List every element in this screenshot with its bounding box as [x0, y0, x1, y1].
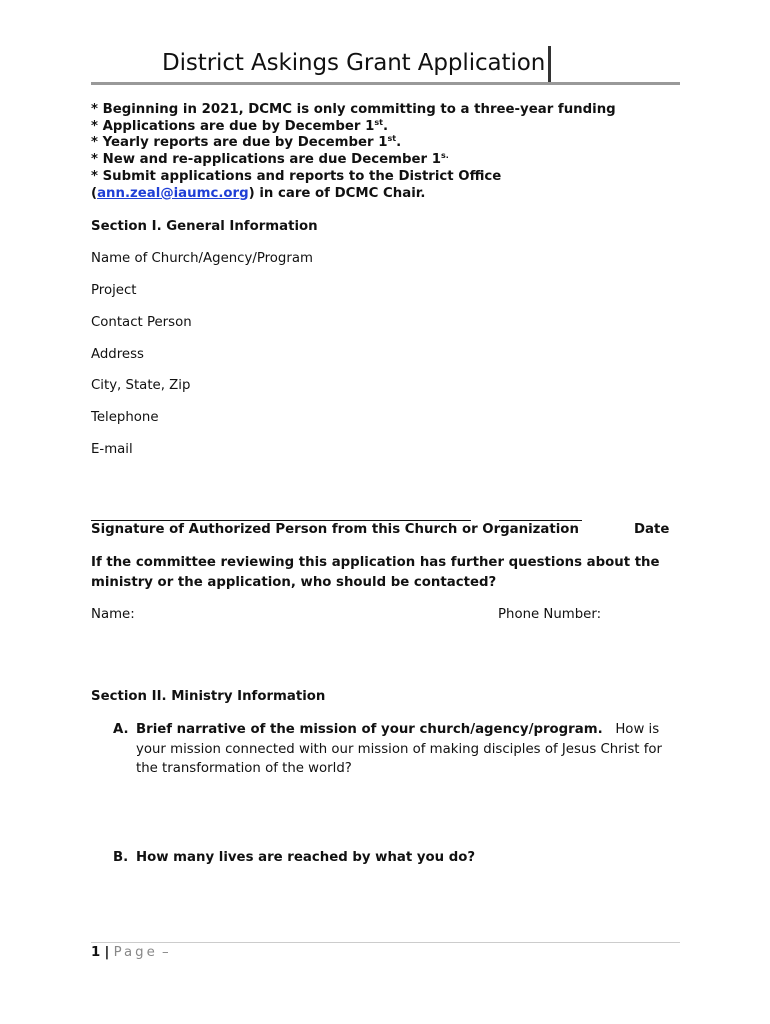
section-2-heading: Section II. Ministry Information [91, 689, 326, 704]
bullet-end: . [445, 151, 449, 161]
bullet-item [91, 186, 616, 203]
field-label-contact: Contact Person [91, 315, 192, 330]
bullet-list [91, 102, 616, 202]
bullet-end: . [382, 118, 389, 134]
bullet-text: ) in care of DCMC Chair. [248, 185, 426, 201]
section-1-heading: Section I. General Information [91, 219, 318, 234]
followup-question: If the committee reviewing this application has further questions about the ministry or the application, who should be contacted? [91, 555, 660, 590]
question-b-letter: B. [113, 850, 129, 865]
bullet-text: * Beginning in 2021, DCMC is only committing to a three-year funding [91, 102, 616, 117]
bullet-text: * New and re-applications are due December 1 [91, 152, 441, 168]
question-a-text: How is your mission connected with our mission of making disciples of Jesus Christ for the transformation of the world? [136, 722, 662, 776]
bullet-text: * Submit applications and reports to the District Office [91, 168, 502, 184]
signature-line [91, 520, 471, 521]
date-label: Date [634, 522, 670, 537]
page-label: Page [113, 945, 158, 960]
bullet-item [91, 152, 616, 169]
field-label-project: Project [91, 283, 137, 298]
footer-separator: | [104, 945, 110, 960]
bullet-item [91, 135, 616, 152]
question-b-text: How many lives are reached by what you do? [136, 850, 476, 865]
field-label-email: E-mail [91, 442, 133, 457]
question-a [113, 720, 683, 779]
bullet-superscript: st [387, 134, 397, 144]
bullet-end: . [396, 135, 402, 151]
bullet-item [91, 102, 616, 119]
question-a-bold: Brief narrative of the mission of your church/agency/program. [136, 722, 603, 737]
footer-dash: – [162, 945, 172, 960]
title-vertical-bar [548, 46, 551, 83]
title-rule [91, 82, 680, 85]
bullet-text: * Applications are due by December 1 [91, 118, 375, 134]
question-a-letter: A. [113, 722, 129, 737]
footer-rule [91, 942, 680, 943]
bullet-item [91, 119, 616, 136]
document-title: District Askings Grant Application [162, 50, 546, 76]
field-label-city-state-zip: City, State, Zip [91, 378, 191, 393]
bullet-text: * Yearly reports are due by December 1 [91, 135, 388, 151]
signature-label: Signature of Authorized Person from this Church or Organization [91, 522, 579, 537]
field-label-church: Name of Church/Agency/Program [91, 251, 313, 266]
paren-open: ( [91, 185, 98, 201]
page-number: 1 [91, 945, 101, 960]
contact-name-label: Name: [91, 607, 135, 622]
bullet-item [91, 169, 616, 186]
bullet-superscript: s [440, 151, 446, 161]
date-line [499, 520, 582, 521]
field-label-address: Address [91, 347, 144, 362]
contact-phone-label: Phone Number: [498, 607, 602, 622]
email-link[interactable]: ann.zeal@iaumc.org [97, 185, 249, 201]
question-a-body [136, 720, 683, 779]
question-b [113, 848, 683, 868]
field-label-telephone: Telephone [91, 410, 159, 425]
bullet-superscript: st [374, 117, 383, 127]
page-footer [91, 945, 172, 960]
